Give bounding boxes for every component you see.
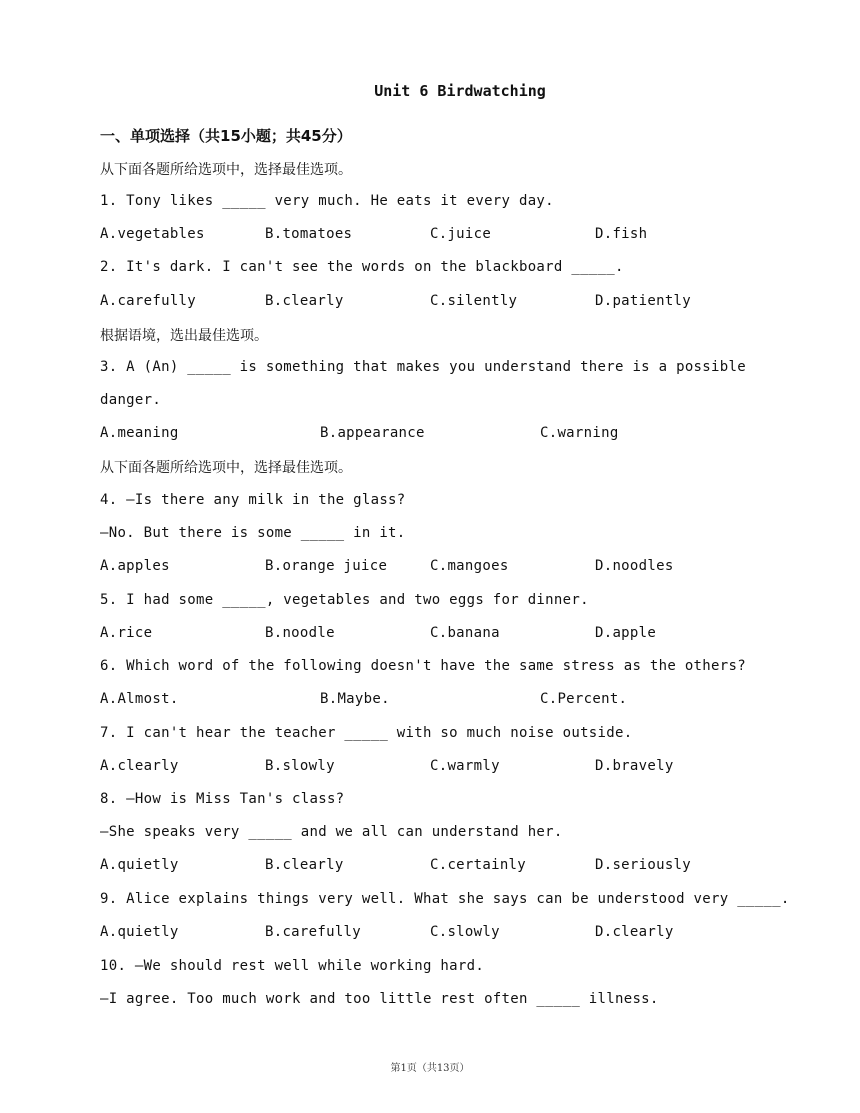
- option-b: B.slowly: [265, 758, 335, 774]
- option-a: A.quietly: [100, 857, 179, 873]
- question-10: 10. —We should rest well while working hard.: [100, 958, 485, 974]
- question-8-continuation: —She speaks very _____ and we all can understand her.: [100, 824, 563, 840]
- option-c: C.Percent.: [540, 691, 628, 707]
- option-d: D.fish: [595, 226, 648, 242]
- option-b: B.carefully: [265, 924, 362, 940]
- option-c: C.juice: [430, 226, 492, 242]
- option-c: C.certainly: [430, 857, 527, 873]
- option-c: C.slowly: [430, 924, 500, 940]
- option-b: B.noodle: [265, 625, 335, 641]
- question-8: 8. —How is Miss Tan's class?: [100, 791, 345, 807]
- option-d: D.apple: [595, 625, 657, 641]
- question-3-continuation: danger.: [100, 392, 162, 408]
- option-b: B.clearly: [265, 293, 344, 309]
- question-1: 1. Tony likes _____ very much. He eats it every day.: [100, 193, 554, 209]
- option-c: C.banana: [430, 625, 500, 641]
- option-c: C.silently: [430, 293, 518, 309]
- question-6: 6. Which word of the following doesn't have the same stress as the others?: [100, 658, 746, 674]
- instruction-text: 从下面各题所给选项中，选择最佳选项。: [100, 162, 352, 178]
- question-4-continuation: —No. But there is some _____ in it.: [100, 525, 406, 541]
- question-9: 9. Alice explains things very well. What she says can be understood very _____.: [100, 891, 790, 907]
- instruction-text: 根据语境，选出最佳选项。: [100, 328, 268, 344]
- option-b: B.appearance: [320, 425, 425, 441]
- page-footer: 第1页（共13页）: [390, 1063, 470, 1074]
- option-b: B.tomatoes: [265, 226, 353, 242]
- option-d: D.patiently: [595, 293, 692, 309]
- option-a: A.rice: [100, 625, 153, 641]
- option-b: B.clearly: [265, 857, 344, 873]
- option-d: D.bravely: [595, 758, 674, 774]
- option-b: B.orange juice: [265, 558, 388, 574]
- option-a: A.carefully: [100, 293, 197, 309]
- instruction-text: 从下面各题所给选项中，选择最佳选项。: [100, 460, 352, 476]
- document-title: Unit 6 Birdwatching: [374, 82, 546, 100]
- option-c: C.warmly: [430, 758, 500, 774]
- question-5: 5. I had some _____, vegetables and two eggs for dinner.: [100, 592, 589, 608]
- option-a: A.clearly: [100, 758, 179, 774]
- option-a: A.apples: [100, 558, 170, 574]
- question-7: 7. I can't hear the teacher _____ with so much noise outside.: [100, 725, 633, 741]
- option-d: D.seriously: [595, 857, 692, 873]
- option-b: B.Maybe.: [320, 691, 390, 707]
- option-c: C.warning: [540, 425, 619, 441]
- question-3: 3. A (An) _____ is something that makes you understand there is a possible: [100, 359, 746, 375]
- section-heading: 一、单项选择（共15小题；共45分）: [100, 127, 352, 145]
- option-a: A.Almost.: [100, 691, 179, 707]
- question-2: 2. It's dark. I can't see the words on the blackboard _____.: [100, 259, 624, 275]
- question-4: 4. —Is there any milk in the glass?: [100, 492, 406, 508]
- option-a: A.vegetables: [100, 226, 205, 242]
- option-d: D.clearly: [595, 924, 674, 940]
- option-a: A.meaning: [100, 425, 179, 441]
- option-d: D.noodles: [595, 558, 674, 574]
- option-a: A.quietly: [100, 924, 179, 940]
- question-10-continuation: —I agree. Too much work and too little rest often _____ illness.: [100, 991, 659, 1007]
- option-c: C.mangoes: [430, 558, 509, 574]
